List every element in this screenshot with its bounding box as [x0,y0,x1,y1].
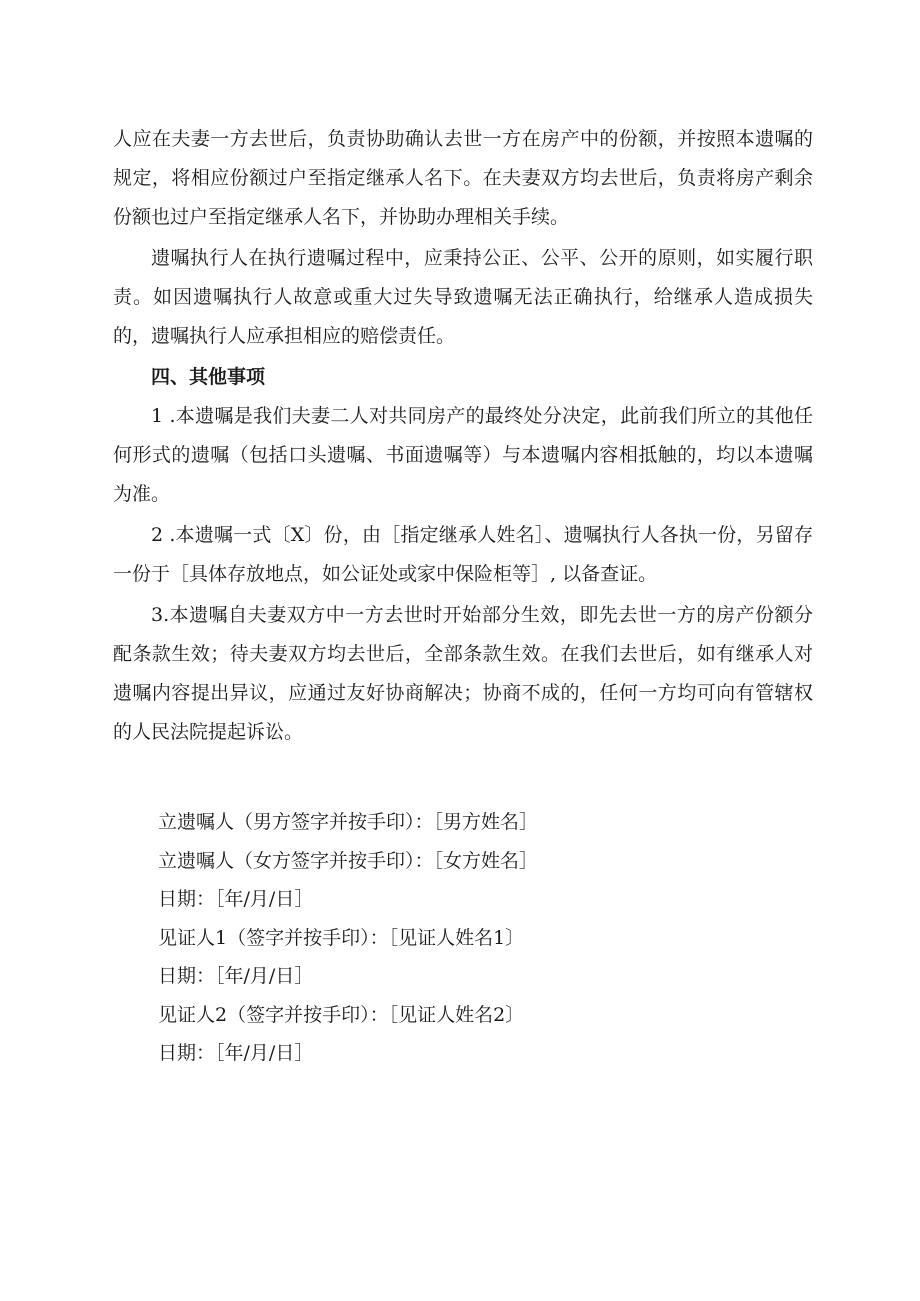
signature-value: ［见证人姓名2〕 [388,1003,525,1026]
clause-item-2: 2 .本遗嘱一式〔X〕份，由［指定继承人姓名］、遗嘱执行人各执一份，另留存一份于［具体存放地点，如公证处或家中保险柜等］, 以备查证。 [113,524,813,585]
date-line-witness-2 [158,1034,778,1073]
signature-value: ［男方姓名］ [433,811,539,833]
paragraph-executor-duties-continued: 人应在夫妻一方去世后，负责协助确认去世一方在房产中的份额，并按照本遗嘱的规定，将相应份额过户至指定继承人名下。在夫妻双方均去世后，负责将房产剩余份额也过户至指定继承人名下，并协助办理相关手续。 [113,128,813,228]
clause-item-1: 1 .本遗嘱是我们夫妻二人对共同房产的最终处分决定，此前我们所立的其他任何形式的遗嘱（包括口头遗嘱、书面遗嘱等）与本遗嘱内容相抵触的，均以本遗嘱为准。 [113,405,813,505]
signature-block [158,803,778,1073]
section-heading-other-matters: 四、其他事项 [151,366,266,388]
date-label: 日期： [158,1042,216,1064]
date-label: 日期： [158,965,216,987]
date-line-testators [158,880,778,919]
signature-label: 立遗嘱人（女方签字并按手印）： [158,849,434,872]
date-label: 日期： [158,888,216,910]
date-value: ［年/月/日］ [215,1042,314,1064]
signature-line-testator-male [158,803,778,842]
date-value: ［年/月/日］ [215,965,314,987]
signature-label: 立遗嘱人（男方签字并按手印）： [158,811,434,833]
signature-line-witness-1 [158,919,778,958]
signature-label: 见证人2（签字并按手印）： [158,1003,389,1026]
signature-label: 见证人1（签字并按手印）： [158,926,389,949]
paragraph-executor-responsibility: 遗嘱执行人在执行遗嘱过程中，应秉持公正、公平、公开的原则，如实履行职责。如因遗嘱执行人故意或重大过失导致遗嘱无法正确执行，给继承人造成损失的，遗嘱执行人应承担相应的赔偿责任。 [113,247,813,347]
signature-value: ［见证人姓名1〕 [388,926,525,949]
signature-line-testator-female [158,842,778,881]
clause-item-3: 3.本遗嘱自夫妻双方中一方去世时开始部分生效，即先去世一方的房产份额分配条款生效；待夫妻双方均去世后，全部条款生效。在我们去世后，如有继承人对遗嘱内容提出异议，应通过友好协商解决；协商不成的，任何一方均可向有管辖权的人民法院提起诉讼。 [113,604,813,743]
signature-value: ［女方姓名］ [433,849,539,872]
signature-line-witness-2 [158,996,778,1035]
date-value: ［年/月/日］ [215,888,314,910]
date-line-witness-1 [158,957,778,996]
document-body [113,120,813,754]
